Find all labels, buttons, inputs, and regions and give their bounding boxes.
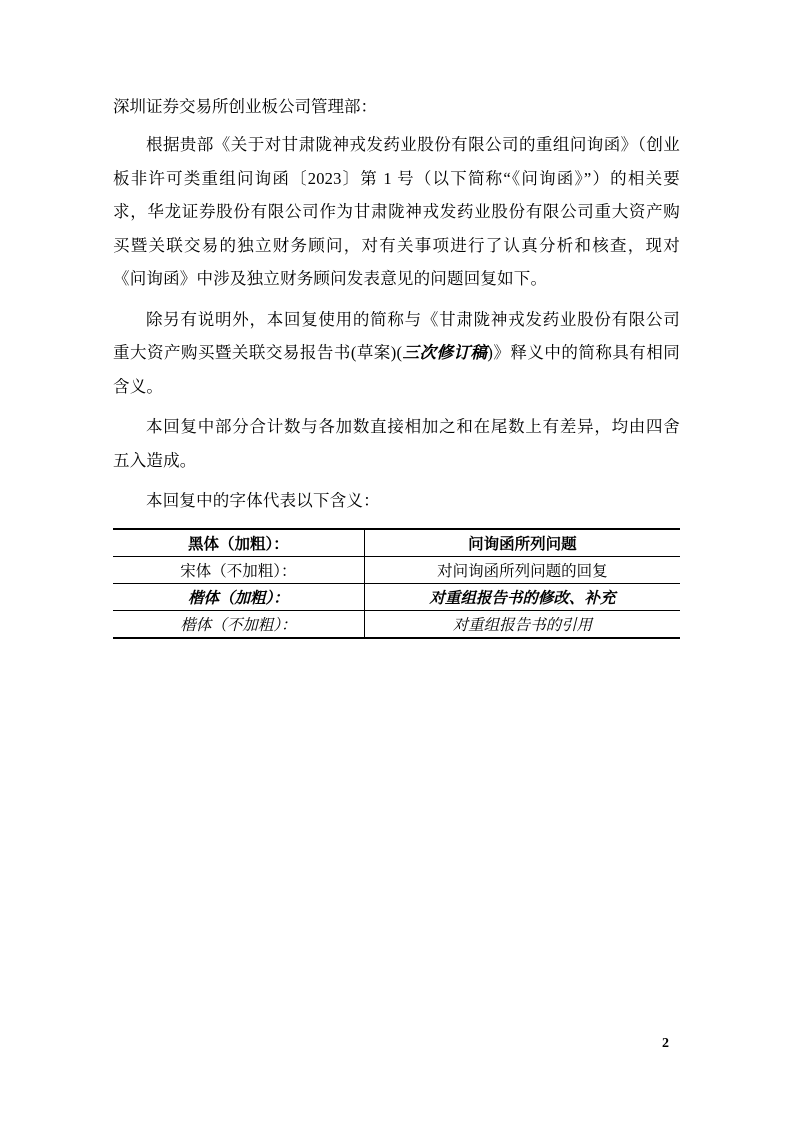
table-cell-font-meaning: 对重组报告书的引用 (452, 616, 593, 634)
paragraph-abbreviations-text-before: 除另有说明外，本回复使用的简称与《甘肃陇神戎发药业股份有限公司重大资产购买暨关联交易报告书(草案)( (113, 309, 680, 362)
table-cell-font-meaning: 问询函所列问题 (364, 529, 680, 557)
table-cell-font-name: 宋体（不加粗）： (113, 556, 364, 583)
table-row-heiti-bold (113, 529, 680, 557)
table-cell-font-name: 黑体（加粗）： (113, 529, 364, 557)
paragraph-inquiry-basis: 根据贵部《关于对甘肃陇神戎发药业股份有限公司的重组问询函》（创业板非许可类重组问询函〔2023〕第 1 号（以下简称“《问询函》”）的相关要求，华龙证券股份有限公司作为甘肃陇神戎发药业股份有限公司重大资产购买暨关联交易的独立财务顾问，对有关事项进行了认真分析和核查，现对《问询函》中涉及独立财务顾问发表意见的问题回复如下。 (113, 135, 680, 288)
page-number: 2 (662, 1036, 669, 1051)
table-cell-font-meaning: 对问询函所列问题的回复 (364, 556, 680, 583)
table-row-kaiti (113, 610, 680, 638)
paragraph-rounding-note: 本回复中部分合计数与各加数直接相加之和在尾数上有差异，均由四舍五入造成。 (113, 417, 680, 470)
salutation-line: 深圳证券交易所创业板公司管理部： (113, 97, 377, 116)
paragraph-abbreviations (113, 303, 680, 404)
table-row-kaiti-bold (113, 583, 680, 610)
document-body (113, 92, 680, 639)
table-cell-font-name: 楷体（不加粗）： (113, 610, 364, 638)
paragraph-font-legend-intro: 本回复中的字体代表以下含义： (146, 491, 380, 510)
table-row-songti (113, 556, 680, 583)
paragraph-abbreviations-bold-revision: 三次修订稿 (402, 343, 488, 362)
table-cell-font-name: 楷体（加粗）： (113, 583, 364, 610)
paragraph-abbreviations-text-after: )》释义中的简称具有相同含义。 (113, 343, 680, 396)
font-legend-table (113, 528, 680, 639)
table-cell-font-meaning: 对重组报告书的修改、补充 (364, 583, 680, 610)
